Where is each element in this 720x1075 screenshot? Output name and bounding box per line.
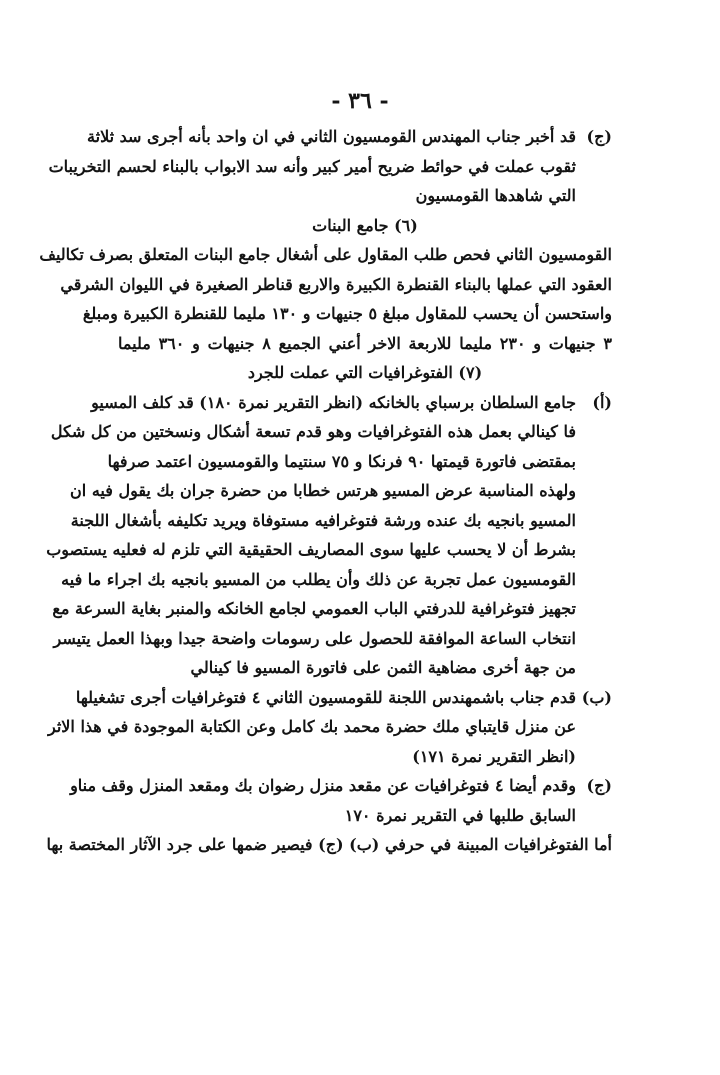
closing-line: أما الفتوغرافيات المبينة في حرفي (ب) (ج) فيصير ضمها على جرد الآثار المختصة بها <box>46 835 612 854</box>
section-a-line-1 <box>91 388 612 418</box>
section-c1-line-1 <box>87 122 612 152</box>
section-6-line-4: ٣ جنيهات و ٢٣٠ مليما للاربعة الاخر أعني الجميع ٨ جنيهات و ٣٦٠ مليما <box>118 333 612 353</box>
section-c2 <box>70 771 612 830</box>
section-a-text-1: جامع السلطان برسباي بالخانكه (انظر التقرير نمرة ١٨٠) قد كلف المسيو <box>91 392 576 412</box>
section-6-line-2: العقود التي عملها بالبناء القنطرة الكبيرة والاربع قناطر الصغيرة في الليوان الشرقي <box>60 274 612 294</box>
section-c1-label: (ج) <box>586 127 612 146</box>
section-a-line-2: فا كينالي بعمل هذه الفتوغرافيات وهو قدم تسعة أشكال ونسختين من كل شكل <box>50 422 576 441</box>
section-b <box>48 683 612 772</box>
section-c2-label: (ج) <box>586 776 612 795</box>
section-c1-line-2: ثقوب عملت في حوائط ضريح أمير كبير وأنه سد الابواب بالبناء لحسم التخريبات <box>48 156 576 176</box>
section-c1-text-1: قد أخبر جناب المهندس القومسيون الثاني في ان واحد بأنه أجرى سد ثلاثة <box>87 127 576 146</box>
section-a-line-9: انتخاب الساعة الموافقة للحصول على رسومات واضحة جيدا وبهذا العمل يتيسر <box>53 628 576 648</box>
section-6 <box>39 240 612 358</box>
section-a-line-7: القومسيون عمل تجربة عن ذلك وأن يطلب من المسيو بانجيه بك اجراء ما فيه <box>61 569 576 589</box>
section-a-line-10: من جهة أخرى مضاهية الثمن على فاتورة المسيو فا كينالي <box>190 658 576 677</box>
section-a-line-5: المسيو بانجيه بك عنده ورشة فتوغرافيه مستوفاة ويريد تكليفه بأشغال اللجنة <box>70 510 576 530</box>
section-6-line-3: واستحسن أن يحسب للمقاول مبلغ ٥ جنيهات و ١٣٠ مليما للقنطرة الكبيرة ومبلغ <box>82 304 612 323</box>
section-a-line-8: تجهيز فتوغرافية للدرفتي الباب العمومي لجامع الخانكه والمنبر بغاية السرعة مع <box>52 599 576 618</box>
section-c2-text-1: وقدم أيضا ٤ فتوغرافيات عن مقعد منزل رضوان بك ومقعد المنزل وقف مناو <box>70 776 576 795</box>
section-b-label: (ب) <box>581 687 612 707</box>
section-c2-line-2: السابق طلبها في التقرير نمرة ١٧٠ <box>344 805 576 825</box>
section-c2-line-1 <box>70 771 612 801</box>
section-a-line-3: بمقتضى فاتورة قيمتها ٩٠ فرنكا و ٧٥ سنتيما والقومسيون اعتمد صرفها <box>107 451 576 471</box>
section-a <box>46 388 612 683</box>
section-a-line-4: ولهذه المناسبة عرض المسيو هرتس خطابا من حضرة جران بك يقول فيه ان <box>70 481 576 500</box>
heading-6: (٦) جامع البنات <box>312 215 418 235</box>
heading-7: (٧) الفتوغرافيات التي عملت للجرد <box>247 363 483 382</box>
section-c1 <box>48 122 612 211</box>
section-b-line-1 <box>75 683 612 713</box>
section-b-line-3: (انظر التقرير نمرة ١٧١) <box>412 746 576 766</box>
section-b-line-2: عن منزل قايتباي ملك حضرة محمد بك كامل وعن الكتابة الموجودة في هذا الاثر <box>48 717 576 736</box>
section-b-text-1: قدم جناب باشمهندس اللجنة للقومسيون الثاني ٤ فتوغرافيات أجرى تشغيلها <box>75 687 576 707</box>
section-a-line-6: بشرط أن لا يحسب عليها سوى المصاريف الحقيقية التي تلزم له فعليه يستصوب <box>46 540 576 559</box>
document-body <box>39 122 612 860</box>
section-6-line-1: القومسيون الثاني فحص طلب المقاول على أشغال جامع البنات المتعلق بصرف تكاليف <box>39 245 612 264</box>
section-c1-line-3: التي شاهدها القومسيون <box>415 186 576 205</box>
page-number: - ٣٦ - <box>331 88 389 114</box>
section-a-label: (أ) <box>592 392 612 412</box>
